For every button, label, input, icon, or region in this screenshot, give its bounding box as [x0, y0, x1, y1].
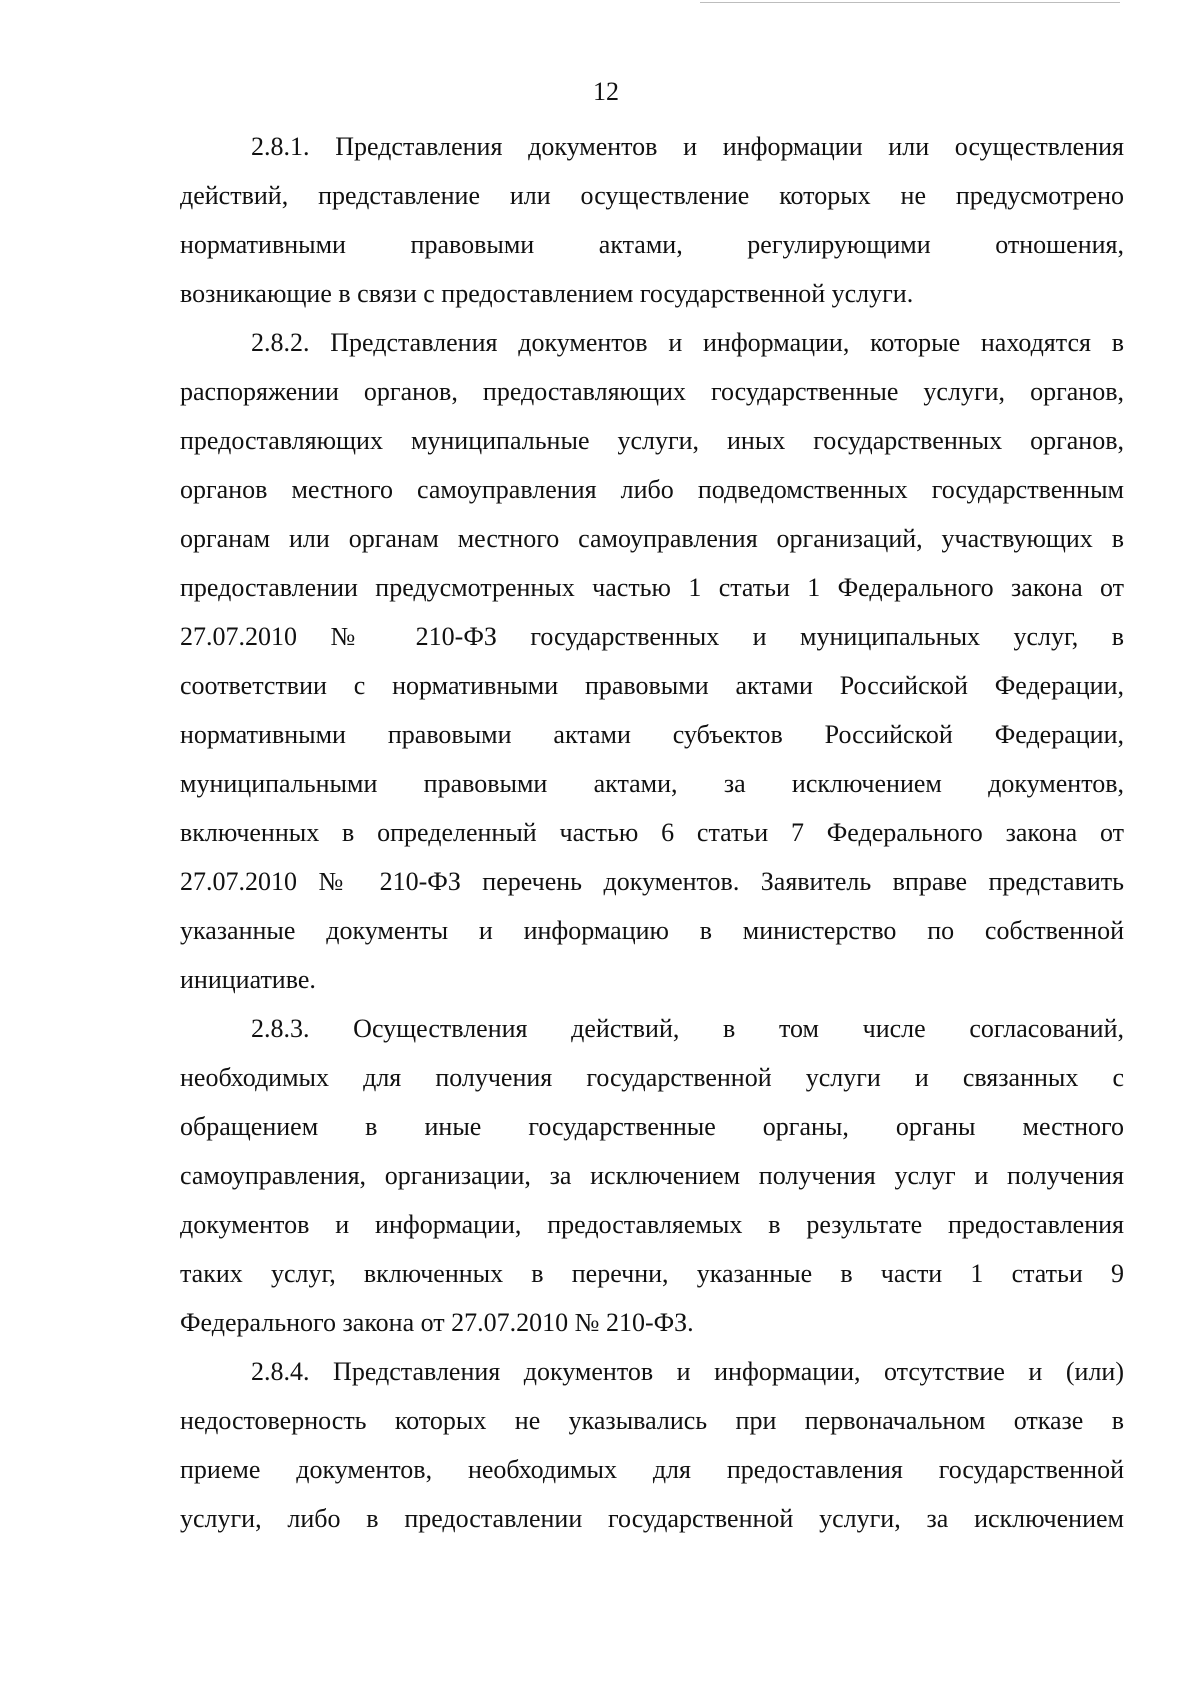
text-line: 2.8.3. Осуществления действий, в том числе согласований,: [251, 1014, 1124, 1043]
text-line: 2.8.4. Представления документов и информации, отсутствие и (или): [251, 1357, 1124, 1386]
text-line: указанные документы и информацию в министерство по собственной: [180, 916, 1124, 945]
text-line: возникающие в связи с предоставлением государственной услуги.: [180, 279, 914, 308]
text-line: нормативными правовыми актами субъектов Российской Федерации,: [180, 720, 1124, 749]
text-line: соответствии с нормативными правовыми актами Российской Федерации,: [180, 671, 1124, 700]
text-line: органам или органам местного самоуправления организаций, участвующих в: [180, 524, 1124, 553]
text-line: включенных в определенный частью 6 статьи 7 Федерального закона от: [180, 818, 1124, 847]
text-line: недостоверность которых не указывались при первоначальном отказе в: [180, 1406, 1124, 1435]
text-line: самоуправления, организации, за исключением получения услуг и получения: [180, 1161, 1124, 1190]
text-line: предоставляющих муниципальные услуги, иных государственных органов,: [180, 426, 1124, 455]
text-line: таких услуг, включенных в перечни, указанные в части 1 статьи 9: [180, 1259, 1124, 1288]
text-line: 27.07.2010 № 210-ФЗ перечень документов. Заявитель вправе представить: [180, 867, 1124, 896]
text-line: услуги, либо в предоставлении государственной услуги, за исключением: [180, 1504, 1124, 1533]
paragraph-2-8-4: [180, 1347, 1124, 1543]
text-line: 2.8.1. Представления документов и информации или осуществления: [251, 132, 1124, 161]
text-line: 27.07.2010 № 210-ФЗ государственных и муниципальных услуг, в: [180, 622, 1124, 651]
text-line: Федерального закона от 27.07.2010 № 210-ФЗ.: [180, 1308, 694, 1337]
text-line: нормативными правовыми актами, регулирующими отношения,: [180, 230, 1124, 259]
text-line: распоряжении органов, предоставляющих государственные услуги, органов,: [180, 377, 1124, 406]
text-line: органов местного самоуправления либо подведомственных государственным: [180, 475, 1124, 504]
document-body: [180, 122, 1124, 1543]
text-line: предоставлении предусмотренных частью 1 статьи 1 Федерального закона от: [180, 573, 1124, 602]
paragraph-2-8-2: [180, 318, 1124, 1004]
paragraph-2-8-3: [180, 1004, 1124, 1347]
text-line: 2.8.2. Представления документов и информации, которые находятся в: [251, 328, 1124, 357]
text-line: инициативе.: [180, 965, 316, 994]
text-line: действий, представление или осуществление которых не предусмотрено: [180, 181, 1124, 210]
text-line: обращением в иные государственные органы, органы местного: [180, 1112, 1124, 1141]
scan-artifact-line: [700, 2, 1120, 3]
text-line: документов и информации, предоставляемых в результате предоставления: [180, 1210, 1124, 1239]
text-line: муниципальными правовыми актами, за исключением документов,: [180, 769, 1124, 798]
text-line: необходимых для получения государственной услуги и связанных с: [180, 1063, 1124, 1092]
text-line: приеме документов, необходимых для предоставления государственной: [180, 1455, 1124, 1484]
page-number: 12: [593, 77, 619, 106]
paragraph-2-8-1: [180, 122, 1124, 318]
